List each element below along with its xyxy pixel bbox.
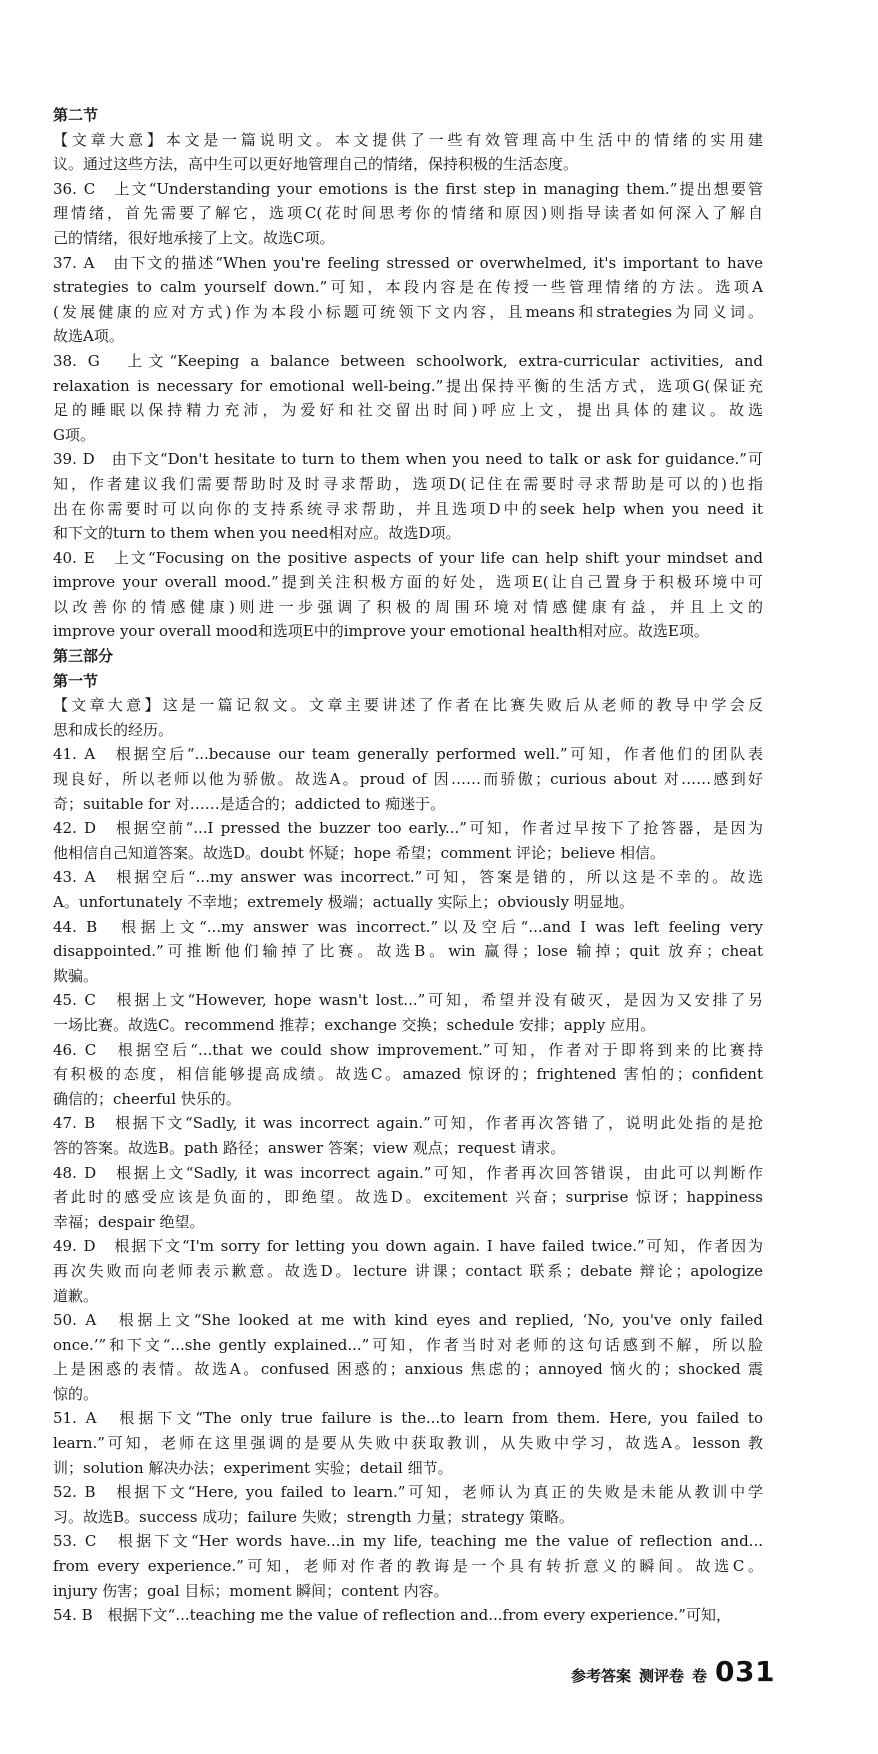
page-number: 031	[715, 1655, 775, 1688]
text-line: 44. B 根据上文“...my answer was incorrect.”以及空后“...and I was left feeling very	[53, 917, 763, 936]
text-line: 欺骗。	[53, 966, 99, 985]
text-line: (发展健康的应对方式)作为本段小标题可统领下文内容，且means和strategies为同义词。	[53, 302, 763, 321]
text-line: 一场比赛。故选C。recommend 推荐；exchange 交换；schedule 安排；apply 应用。	[53, 1015, 656, 1034]
text-line: 38. G 上文“Keeping a balance between schoolwork, extra-curricular activities, and	[53, 351, 763, 370]
text-line: improve your overall mood.”提到关注积极方面的好处，选项E(让自己置身于积极环境中可	[53, 573, 763, 592]
footer-test-label: 测评卷	[639, 1667, 685, 1685]
text-line: improve your overall mood和选项E中的improve your emotional health相对应。故选E项。	[53, 622, 709, 641]
text-line: 50. A 根据上文“She looked at me with kind eyes and replied, ‘No, you've only failed	[53, 1311, 763, 1330]
text-line: 故选A项。	[53, 327, 124, 346]
text-line: 54. B 根据下文“...teaching me the value of reflection and...from every experience.”可知，	[53, 1606, 731, 1625]
text-line: 36. C 上文“Understanding your emotions is the first step in managing them.”提出想要管	[53, 179, 763, 198]
text-line: strategies to calm yourself down.”可知，本段内容是在传授一些管理情绪的方法。选项A	[53, 278, 763, 297]
text-line: relaxation is necessary for emotional well-being.”提出保持平衡的生活方式，选项G(保证充	[53, 376, 763, 395]
text-line: 45. C 根据上文“However, hope wasn't lost...”可知，希望并没有破灭，是因为又安排了另	[53, 991, 763, 1010]
text-line: 答的答案。故选B。path 路径；answer 答案；view 观点；request 请求。	[53, 1138, 566, 1157]
page-footer	[571, 1655, 775, 1688]
text-line: 习。故选B。success 成功；failure 失败；strength 力量；strategy 策略。	[53, 1507, 574, 1526]
text-line: 现良好，所以老师以他为骄傲。故选A。proud of 因……而骄傲；curious about 对……感到好	[53, 770, 763, 789]
text-line: 再次失败而向老师表示歉意。故选D。lecture 讲课；contact 联系；debate 辩论；apologize	[53, 1261, 763, 1280]
text-line: once.’”和下文“...she gently explained...”可知，作者当时对老师的这句话感到不解，所以脸	[53, 1335, 763, 1354]
text-line: learn.”可知，老师在这里强调的是要从失败中获取教训，从失败中学习，故选A。lesson 教	[53, 1434, 763, 1453]
text-line: 思和成长的经历。	[53, 720, 174, 739]
text-line: from every experience.”可知，老师对作者的教诲是一个具有转折意义的瞬间。故选C。	[53, 1557, 763, 1576]
text-line: 出在你需要时可以向你的支持系统寻求帮助，并且选项D中的seek help when you need it	[53, 499, 763, 518]
text-line: 42. D 根据空前“...I pressed the buzzer too early...”可知，作者过早按下了抢答器，是因为	[53, 819, 763, 838]
text-line: G项。	[53, 425, 95, 444]
text-line: 训；solution 解决办法；experiment 实验；detail 细节。	[53, 1458, 453, 1477]
text-line: 者此时的感受应该是负面的，即绝望。故选D。excitement 兴奋；surprise 惊讶；happiness	[53, 1188, 763, 1207]
text-line: 49. D 根据下文“I'm sorry for letting you down again. I have failed twice.”可知，作者因为	[53, 1237, 763, 1256]
text-line: 46. C 根据空后“...that we could show improvement.”可知，作者对于即将到来的比赛持	[53, 1040, 763, 1059]
section-heading: 第二节	[53, 106, 99, 124]
text-line: 足的睡眠以保持精力充沛，为爱好和社交留出时间)呼应上文，提出具体的建议。故选	[53, 401, 763, 420]
text-line: 确信的；cheerful 快乐的。	[53, 1089, 241, 1108]
text-line: 48. D 根据上文“Sadly, it was incorrect again.”可知，作者再次回答错误，由此可以判断作	[53, 1163, 763, 1182]
text-line: 道歉。	[53, 1286, 99, 1305]
text-line: 40. E 上文“Focusing on the positive aspects of your life can help shift your mindset and	[53, 548, 763, 567]
text-line: 惊的。	[53, 1384, 99, 1403]
text-line: 上是困惑的表情。故选A。confused 困惑的；anxious 焦虑的；annoyed 恼火的；shocked 震	[53, 1360, 763, 1379]
text-line: disappointed.”可推断他们输掉了比赛。故选B。win 赢得；lose 输掉；quit 放弃；cheat	[53, 942, 763, 961]
text-line: 39. D 由下文“Don't hesitate to turn to them when you need to talk or ask for guidance.”可	[53, 450, 763, 469]
text-line: 有积极的态度，相信能够提高成绩。故选C。amazed 惊讶的；frightened 害怕的；confident	[53, 1065, 763, 1084]
text-line: 理情绪，首先需要了解它，选项C(花时间思考你的情绪和原因)则指导读者如何深入了解自	[53, 204, 763, 223]
answer-document	[53, 103, 763, 1628]
text-line: 41. A 根据空后“...because our team generally performed well.”可知，作者他们的团队表	[53, 745, 763, 764]
text-line: A。unfortunately 不幸地；extremely 极端；actually 实际上；obviously 明显地。	[53, 893, 634, 911]
text-line: 以改善你的情感健康)则进一步强调了积极的周围环境对情感健康有益，并且上文的	[53, 597, 763, 616]
text-line: 幸福；despair 绝望。	[53, 1212, 205, 1231]
text-line: 奇；suitable for 对……是适合的；addicted to 痴迷于。	[53, 794, 446, 813]
footer-volume-label: 卷	[692, 1667, 708, 1685]
text-line: 他相信自己知道答案。故选D。doubt 怀疑；hope 希望；comment 评论；believe 相信。	[53, 843, 665, 862]
section-heading: 第一节	[53, 671, 99, 690]
text-line: 己的情绪，很好地承接了上文。故选C项。	[53, 228, 335, 247]
text-line: 【文章大意】本文是一篇说明文。本文提供了一些有效管理高中生活中的情绪的实用建	[53, 130, 763, 149]
text-line: 【文章大意】这是一篇记叙文。文章主要讲述了作者在比赛失败后从老师的教导中学会反	[53, 696, 763, 715]
text-line: 和下文的turn to them when you need相对应。故选D项。	[53, 524, 461, 543]
text-line: 知，作者建议我们需要帮助时及时寻求帮助，选项D(记住在需要时寻求帮助是可以的)也指	[53, 474, 763, 493]
footer-answers-label: 参考答案	[571, 1667, 632, 1685]
text-line: 议。通过这些方法，高中生可以更好地管理自己的情绪，保持积极的生活态度。	[53, 155, 579, 174]
text-line: 51. A 根据下文“The only true failure is the...to learn from them. Here, you failed to	[53, 1409, 763, 1428]
section-heading: 第三部分	[53, 647, 114, 666]
text-line: 47. B 根据下文“Sadly, it was incorrect again.”可知，作者再次答错了，说明此处指的是抢	[53, 1114, 763, 1133]
text-line: 53. C 根据下文“Her words have...in my life, teaching me the value of reflection and...	[53, 1532, 763, 1551]
text-line: injury 伤害；goal 目标；moment 瞬间；content 内容。	[53, 1581, 449, 1600]
text-line: 52. B 根据下文“Here, you failed to learn.”可知，老师认为真正的失败是未能从教训中学	[53, 1483, 763, 1502]
text-line: 37. A 由下文的描述“When you're feeling stressed or overwhelmed, it's important to have	[53, 253, 763, 272]
text-line: 43. A 根据空后“...my answer was incorrect.”可知，答案是错的，所以这是不幸的。故选	[53, 868, 763, 887]
